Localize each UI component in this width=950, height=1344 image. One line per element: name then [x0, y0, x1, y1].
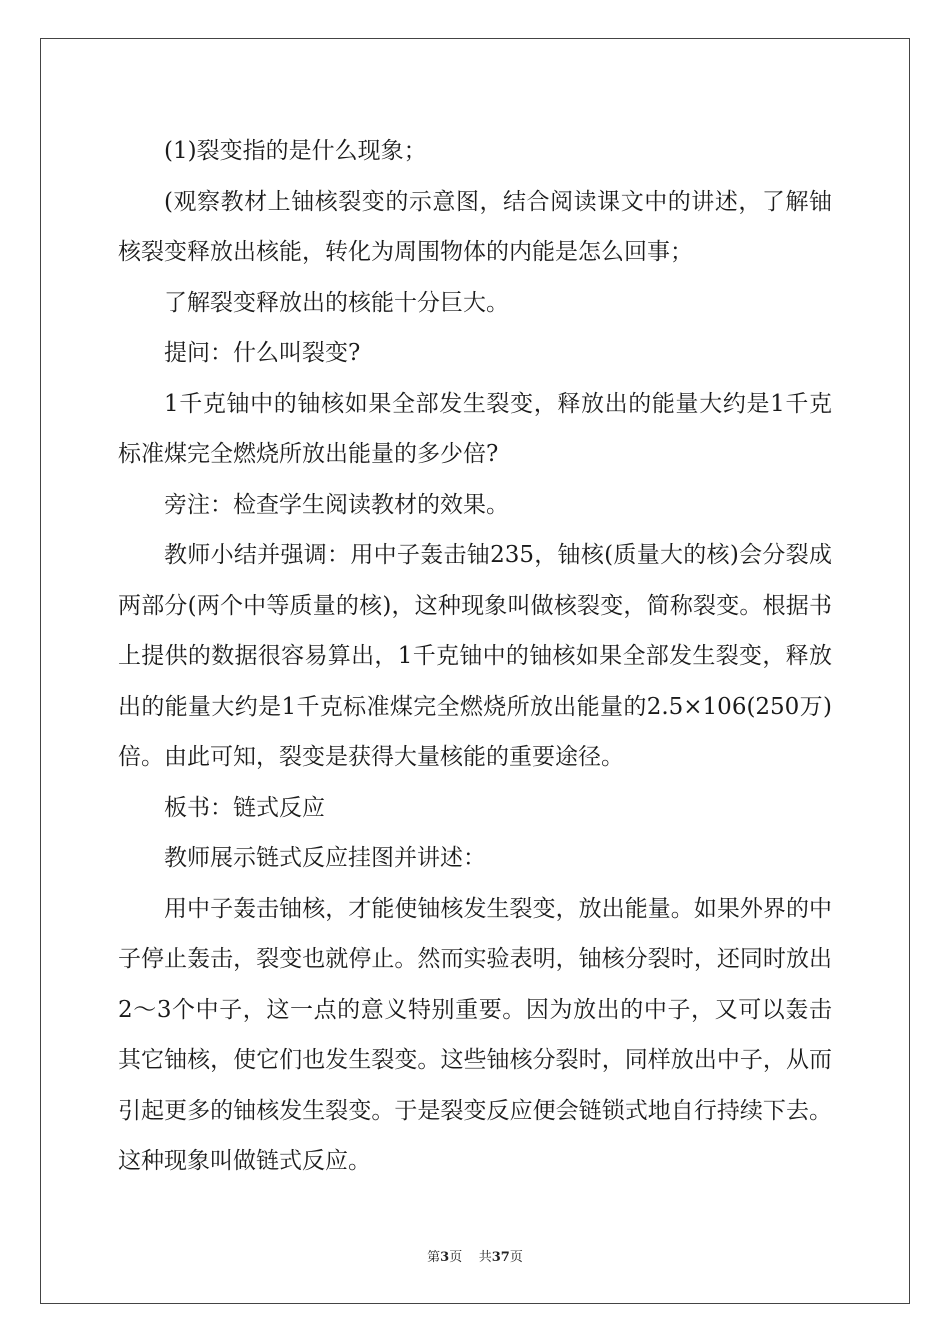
paragraph-8: 板书：链式反应 [164, 794, 325, 821]
footer-page-number: 3 [440, 1250, 450, 1265]
paragraph-10: 用中子轰击铀核，才能使铀核发生裂变，放出能量。如果外界的中子停止轰击，裂变也就停止。然而实验表明，铀核分裂时，还同时放出2～3个中子，这一点的意义特别重要。因为放出的中子，又可以轰击其它铀核，使它们也发生裂变。这些铀核分裂时，同样放出中子，从而引起更多的铀核发生裂变。于是裂变反应便会链锁式地自行持续下去。这种现象叫做链式反应。 [118, 895, 832, 1174]
document-body [118, 126, 832, 1187]
footer-total-suffix: 页 [509, 1250, 523, 1265]
paragraph-3: 了解裂变释放出的核能十分巨大。 [164, 289, 509, 316]
paragraph-9: 教师展示链式反应挂图并讲述： [164, 845, 486, 871]
paragraph-5: 1千克铀中的铀核如果全部发生裂变，释放出的能量大约是1千克标准煤完全燃烧所放出能量的多少倍? [118, 390, 832, 467]
paragraph-4: 提问：什么叫裂变? [164, 340, 361, 366]
footer-page-suffix: 页 [449, 1250, 463, 1265]
page-footer [0, 1246, 950, 1265]
paragraph-1: (1)裂变指的是什么现象； [164, 138, 427, 164]
footer-total-prefix: 共 [478, 1250, 492, 1265]
paragraph-7: 教师小结并强调：用中子轰击铀235，铀核(质量大的核)会分裂成两部分(两个中等质量的核)，这种现象叫做核裂变，简称裂变。根据书上提供的数据很容易算出，1千克铀中的铀核如果全部发生裂变，释放出的能量大约是1千克标准煤完全燃烧所放出能量的2.5×106(250万)倍。由此可知，裂变是获得大量核能的重要途径。 [118, 542, 832, 770]
paragraph-6: 旁注：检查学生阅读教材的效果。 [164, 491, 509, 518]
footer-prefix: 第 [427, 1250, 441, 1265]
paragraph-2: (观察教材上铀核裂变的示意图，结合阅读课文中的讲述，了解铀核裂变释放出核能，转化为周围物体的内能是怎么回事； [118, 188, 832, 265]
footer-total-pages: 37 [491, 1250, 510, 1265]
